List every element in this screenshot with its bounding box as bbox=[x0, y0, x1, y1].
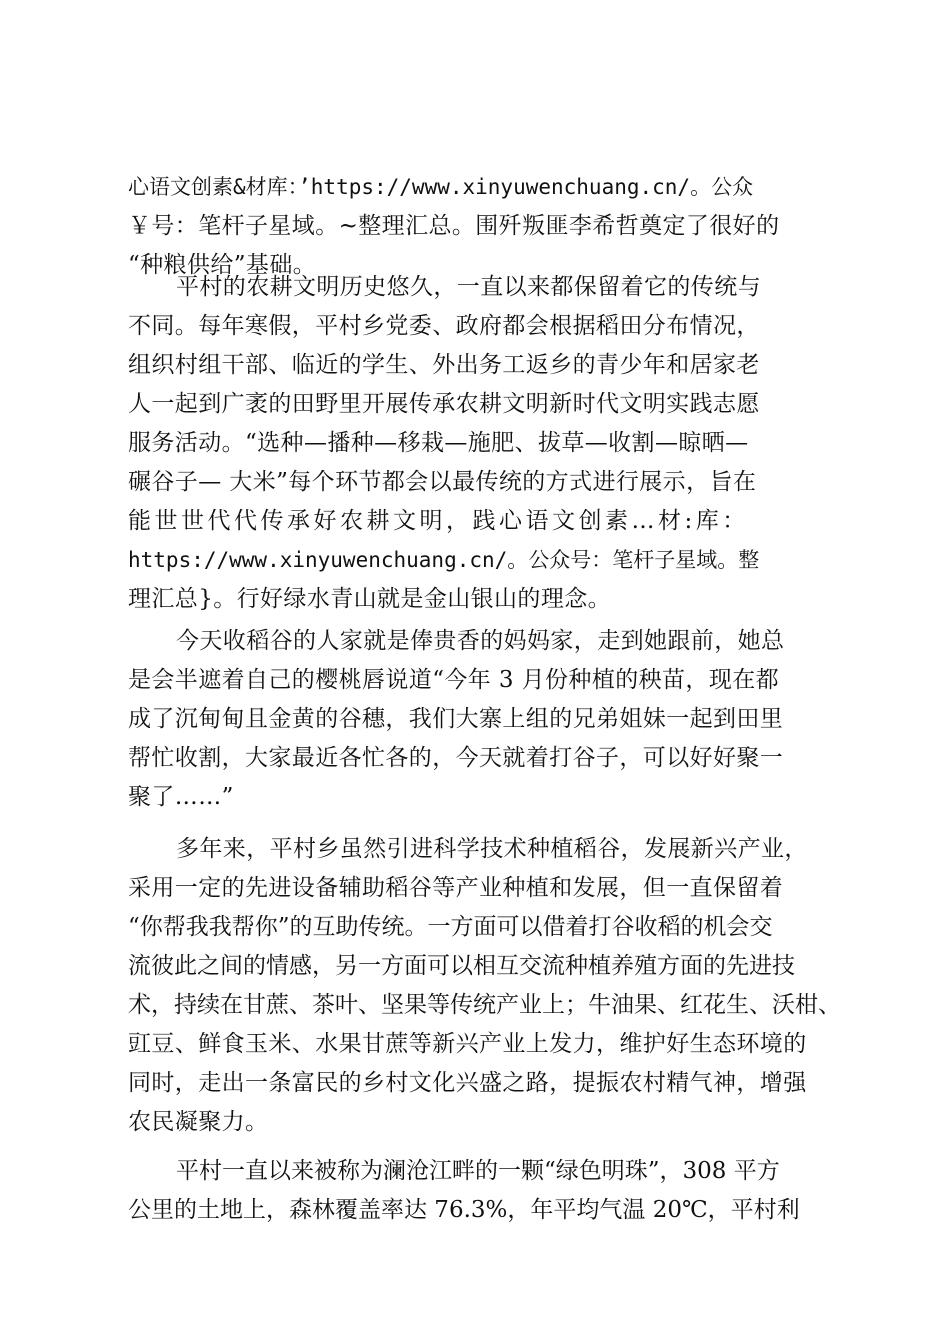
text-line: 聚了……” bbox=[128, 784, 234, 810]
text-line: 服务活动。“选种—播种—移栽—施肥、拔草—收割—晾晒— bbox=[128, 430, 749, 456]
paragraph-3 bbox=[128, 622, 840, 817]
text-line: “种粮供给”基础。 bbox=[128, 252, 317, 278]
text-line: 今天收稻谷的人家就是俸贵香的妈妈家，走到她跟前，她总 bbox=[176, 628, 785, 654]
text-line: 不同。每年寒假，平村乡党委、政府都会根据稻田分布情况， bbox=[128, 313, 760, 339]
text-line: 农民凝聚力。 bbox=[128, 1109, 269, 1135]
text-line: 理汇总}。行好绿水青山就是金山银山的理念。 bbox=[128, 586, 612, 612]
text-line: 成了沉甸甸且金黄的谷穗，我们大寨上组的兄弟姐妹一起到田里 bbox=[128, 706, 784, 732]
text-line: https://www.xinyuwenchuang.cn/。公众号：笔杆子星域。整 bbox=[128, 548, 760, 572]
text-line: ￥号：笔杆子星域。~整理汇总。围歼叛匪李希哲奠定了很好的 bbox=[128, 213, 780, 239]
text-line: 术，持续在甘蔗、茶叶、坚果等传统产业上；牛油果、红花生、沃柑、 bbox=[128, 992, 841, 1018]
text-line: 人一起到广袤的田野里开展传承农耕文明新时代文明实践志愿 bbox=[128, 391, 760, 417]
text-line: 采用一定的先进设备辅助稻谷等产业种植和发展，但一直保留着 bbox=[128, 875, 784, 901]
text-line: 帮忙收割，大家最近各忙各的，今天就着打谷子，可以好好聚一 bbox=[128, 745, 784, 771]
text-line: 同时，走出一条富民的乡村文化兴盛之路，提振农村精气神，增强 bbox=[128, 1070, 807, 1096]
text-line: 能世世代代传承好农耕文明，践心语文创素…材:库： bbox=[128, 508, 749, 534]
text-line: 心语文创素&材库：’https://www.xinyuwenchuang.cn/。公众 bbox=[128, 175, 754, 199]
paragraph-5 bbox=[128, 1152, 840, 1230]
text-line: 豇豆、鲜食玉米、水果甘蔗等新兴产业上发力，维护好生态环境的 bbox=[128, 1031, 807, 1057]
paragraph-4 bbox=[128, 830, 840, 1142]
paragraph-2 bbox=[128, 268, 840, 619]
text-line: 公里的土地上，森林覆盖率达 76.3%，年平均气温 20℃，平村利 bbox=[128, 1197, 800, 1223]
text-line: 平村一直以来被称为澜沧江畔的一颗“绿色明珠”，308 平方 bbox=[176, 1158, 780, 1184]
text-line: “你帮我我帮你”的互助传统。一方面可以借着打谷收稻的机会交 bbox=[128, 914, 773, 940]
text-line: 是会半遮着自己的樱桃唇说道“今年 3 月份种植的秧苗，现在都 bbox=[128, 667, 780, 693]
text-line: 平村的农耕文明历史悠久，一直以来都保留着它的传统与 bbox=[176, 274, 761, 300]
text-line: 流彼此之间的情感，另一方面可以相互交流种植养殖方面的先进技 bbox=[128, 953, 795, 979]
text-line: 多年来，平村乡虽然引进科学技术种植稻谷，发展新兴产业， bbox=[176, 836, 808, 862]
text-line: 组织村组干部、临近的学生、外出务工返乡的青少年和居家老 bbox=[128, 352, 760, 378]
text-line: 碾谷子— 大米”每个环节都会以最传统的方式进行展示，旨在 bbox=[128, 469, 757, 495]
